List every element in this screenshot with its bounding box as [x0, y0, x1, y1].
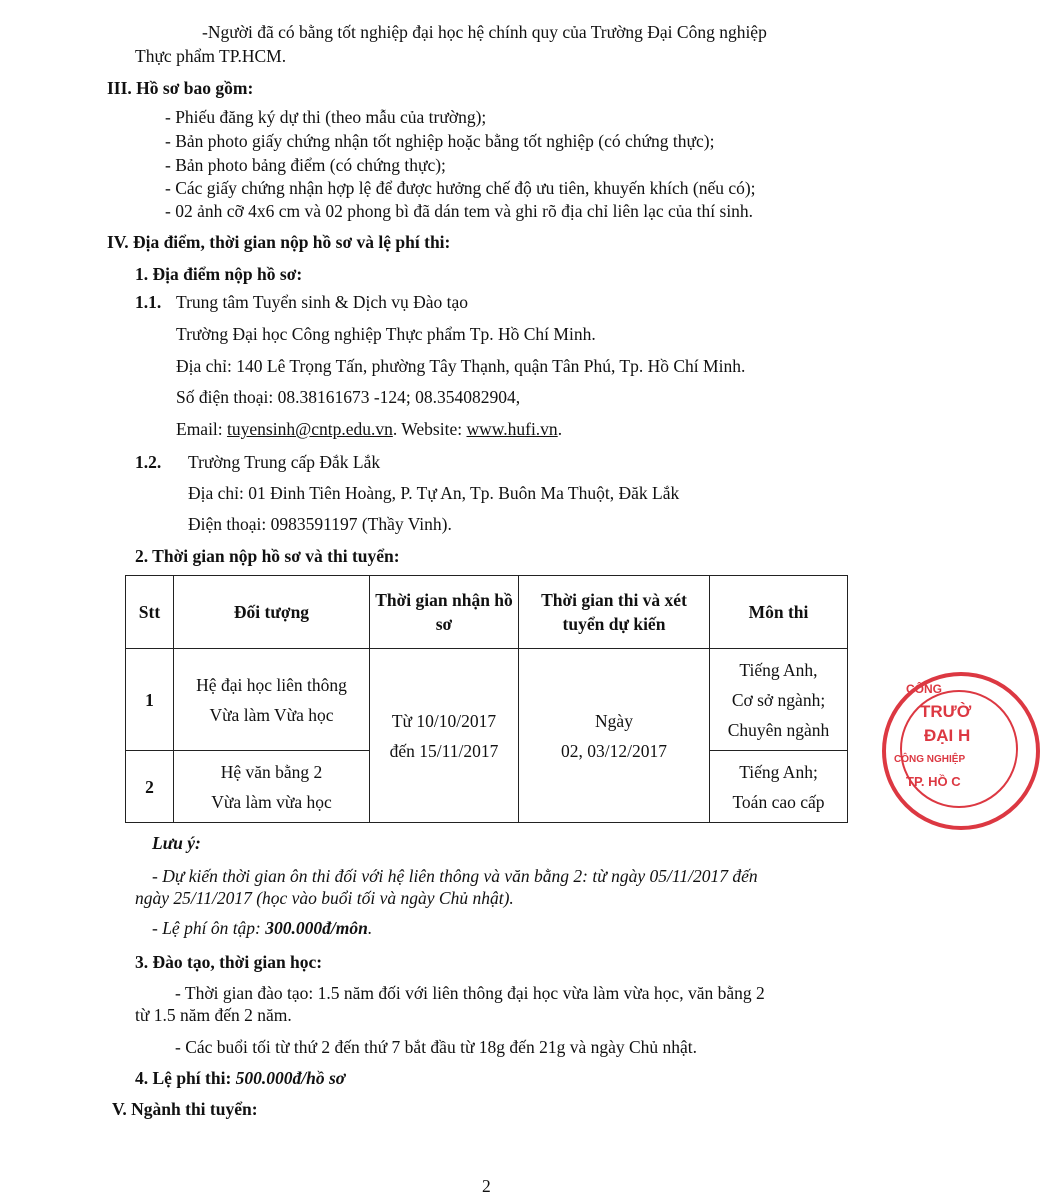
- location-2-phone: Điện thoại: 0983591197 (Thầy Vinh).: [188, 514, 452, 534]
- stamp-text: CÔNG: [906, 682, 942, 696]
- header-doi-tuong: Đối tượng: [174, 576, 370, 649]
- document-list-item: - Phiếu đăng ký dự thi (theo mẫu của trường);: [165, 107, 487, 127]
- training-line-1: - Thời gian đào tạo: 1.5 năm đối với liên thông đại học vừa làm vừa học, văn bằng 2: [175, 983, 765, 1003]
- thoi-gian-nhan-cell: [370, 649, 519, 823]
- row-1-doi-tuong-line: Hệ đại học liên thông: [196, 674, 347, 695]
- page-number: 2: [482, 1176, 491, 1196]
- thoi-gian-thi-cell: [519, 649, 710, 823]
- location-1-contact: [176, 419, 562, 440]
- location-2-address: Địa chỉ: 01 Đinh Tiên Hoàng, P. Tự An, Tp. Buôn Ma Thuột, Đăk Lắk: [188, 483, 680, 503]
- location-1-number: 1.1.: [135, 292, 162, 312]
- thoi-gian-nhan-line: Từ 10/10/2017: [391, 710, 497, 731]
- document-list-item: - Bản photo bảng điểm (có chứng thực);: [165, 155, 446, 175]
- intro-line-1: -Người đã có bằng tốt nghiệp đại học hệ chính quy của Trường Đại Công nghiệp: [202, 22, 767, 42]
- location-1-phone: Số điện thoại: 08.38161673 -124; 08.354082904,: [176, 387, 521, 407]
- section-4-title: IV. Địa điểm, thời gian nộp hồ sơ và lệ phí thi:: [107, 232, 451, 252]
- row-1-mon-thi-line: Chuyên ngành: [727, 719, 830, 740]
- note-fee-label: - Lệ phí ôn tập:: [152, 918, 266, 938]
- header-mon-thi: Môn thi: [710, 576, 848, 649]
- training-line-2: từ 1.5 năm đến 2 năm.: [135, 1005, 292, 1025]
- row-2-doi-tuong-line: Vừa làm vừa học: [211, 791, 332, 812]
- document-list-item: - Bản photo giấy chứng nhận tốt nghiệp hoặc bằng tốt nghiệp (có chứng thực);: [165, 131, 715, 151]
- header-stt: Stt: [126, 576, 174, 649]
- note-fee: [152, 918, 372, 939]
- location-2-number: 1.2.: [135, 452, 162, 472]
- location-1-school: Trường Đại học Công nghiệp Thực phẩm Tp. Hồ Chí Minh.: [176, 324, 596, 344]
- document-list-item: - Các giấy chứng nhận hợp lệ để được hưởng chế độ ưu tiên, khuyến khích (nếu có);: [165, 178, 756, 198]
- subsection-3-title: 3. Đào tạo, thời gian học:: [135, 952, 323, 972]
- note-line-1: - Dự kiến thời gian ôn thi đối với hệ liên thông và văn bằng 2: từ ngày 05/11/2017 đến: [152, 866, 758, 886]
- note-title: Lưu ý:: [152, 833, 201, 853]
- subsection-2-title: 2. Thời gian nộp hồ sơ và thi tuyển:: [135, 546, 400, 566]
- website-label: . Website:: [392, 419, 467, 439]
- section-3-title: III. Hồ sơ bao gồm:: [107, 78, 254, 98]
- website-end: .: [557, 419, 563, 439]
- row-1-mon-thi-line: Cơ sở ngành;: [731, 689, 826, 710]
- note-fee-value: 300.000đ/môn: [265, 918, 368, 938]
- stamp-text: TRƯỜ: [920, 702, 972, 721]
- row-2-mon-thi-line: Tiếng Anh;: [739, 761, 818, 782]
- document-list-item: - 02 ảnh cỡ 4x6 cm và 02 phong bì đã dán tem và ghi rõ địa chỉ liên lạc của thí sinh.: [165, 201, 754, 221]
- row-2-doi-tuong: [174, 751, 370, 823]
- exam-fee-value: 500.000đ/hồ sơ: [235, 1068, 346, 1088]
- email-label: Email:: [176, 419, 228, 439]
- email-link[interactable]: tuyensinh@cntp.edu.vn: [227, 419, 393, 439]
- row-2-mon-thi-line: Toán cao cấp: [732, 791, 825, 812]
- row-1-mon-thi-line: Tiếng Anh,: [739, 659, 818, 680]
- subsection-1-title: 1. Địa điểm nộp hồ sơ:: [135, 264, 303, 284]
- section-5-title: V. Ngành thi tuyển:: [112, 1099, 258, 1119]
- red-stamp: [882, 672, 1040, 830]
- location-1-name: Trung tâm Tuyển sinh & Dịch vụ Đào tạo: [176, 292, 469, 312]
- header-thoi-gian-thi: Thời gian thi và xét tuyển dự kiến: [519, 576, 710, 649]
- table-header-row: [126, 576, 848, 649]
- table-row: [126, 649, 848, 751]
- note-line-2: ngày 25/11/2017 (học vào buổi tối và ngày Chủ nhật).: [135, 888, 514, 908]
- row-1-doi-tuong: [174, 649, 370, 751]
- stamp-text: CÔNG NGHIỆP: [894, 754, 966, 765]
- subsection-4: [135, 1068, 345, 1089]
- row-2-mon-thi: [710, 751, 848, 823]
- schedule-table: [125, 575, 848, 823]
- row-1-stt: 1: [126, 649, 174, 751]
- training-line-3: - Các buổi tối từ thứ 2 đến thứ 7 bắt đầu từ 18g đến 21g và ngày Chủ nhật.: [175, 1037, 698, 1057]
- row-2-stt: 2: [126, 751, 174, 823]
- location-1-address: Địa chỉ: 140 Lê Trọng Tấn, phường Tây Thạnh, quận Tân Phú, Tp. Hồ Chí Minh.: [176, 356, 746, 376]
- row-1-doi-tuong-line: Vừa làm Vừa học: [209, 704, 334, 725]
- intro-line-2: Thực phẩm TP.HCM.: [135, 46, 287, 66]
- website-link[interactable]: www.hufi.vn: [466, 419, 558, 439]
- note-fee-end: .: [367, 918, 373, 938]
- thoi-gian-thi-line: Ngày: [595, 710, 633, 731]
- thoi-gian-thi-line: 02, 03/12/2017: [561, 740, 667, 761]
- stamp-text: TP. HỒ C: [906, 774, 961, 789]
- row-2-doi-tuong-line: Hệ văn bằng 2: [220, 761, 323, 782]
- row-1-mon-thi: [710, 649, 848, 751]
- location-2-name: Trường Trung cấp Đắk Lắk: [188, 452, 381, 472]
- stamp-text: ĐẠI H: [924, 726, 971, 745]
- thoi-gian-nhan-line: đến 15/11/2017: [389, 740, 499, 761]
- exam-fee-label: 4. Lệ phí thi:: [135, 1068, 236, 1088]
- header-thoi-gian-nhan: Thời gian nhận hồ sơ: [370, 576, 519, 649]
